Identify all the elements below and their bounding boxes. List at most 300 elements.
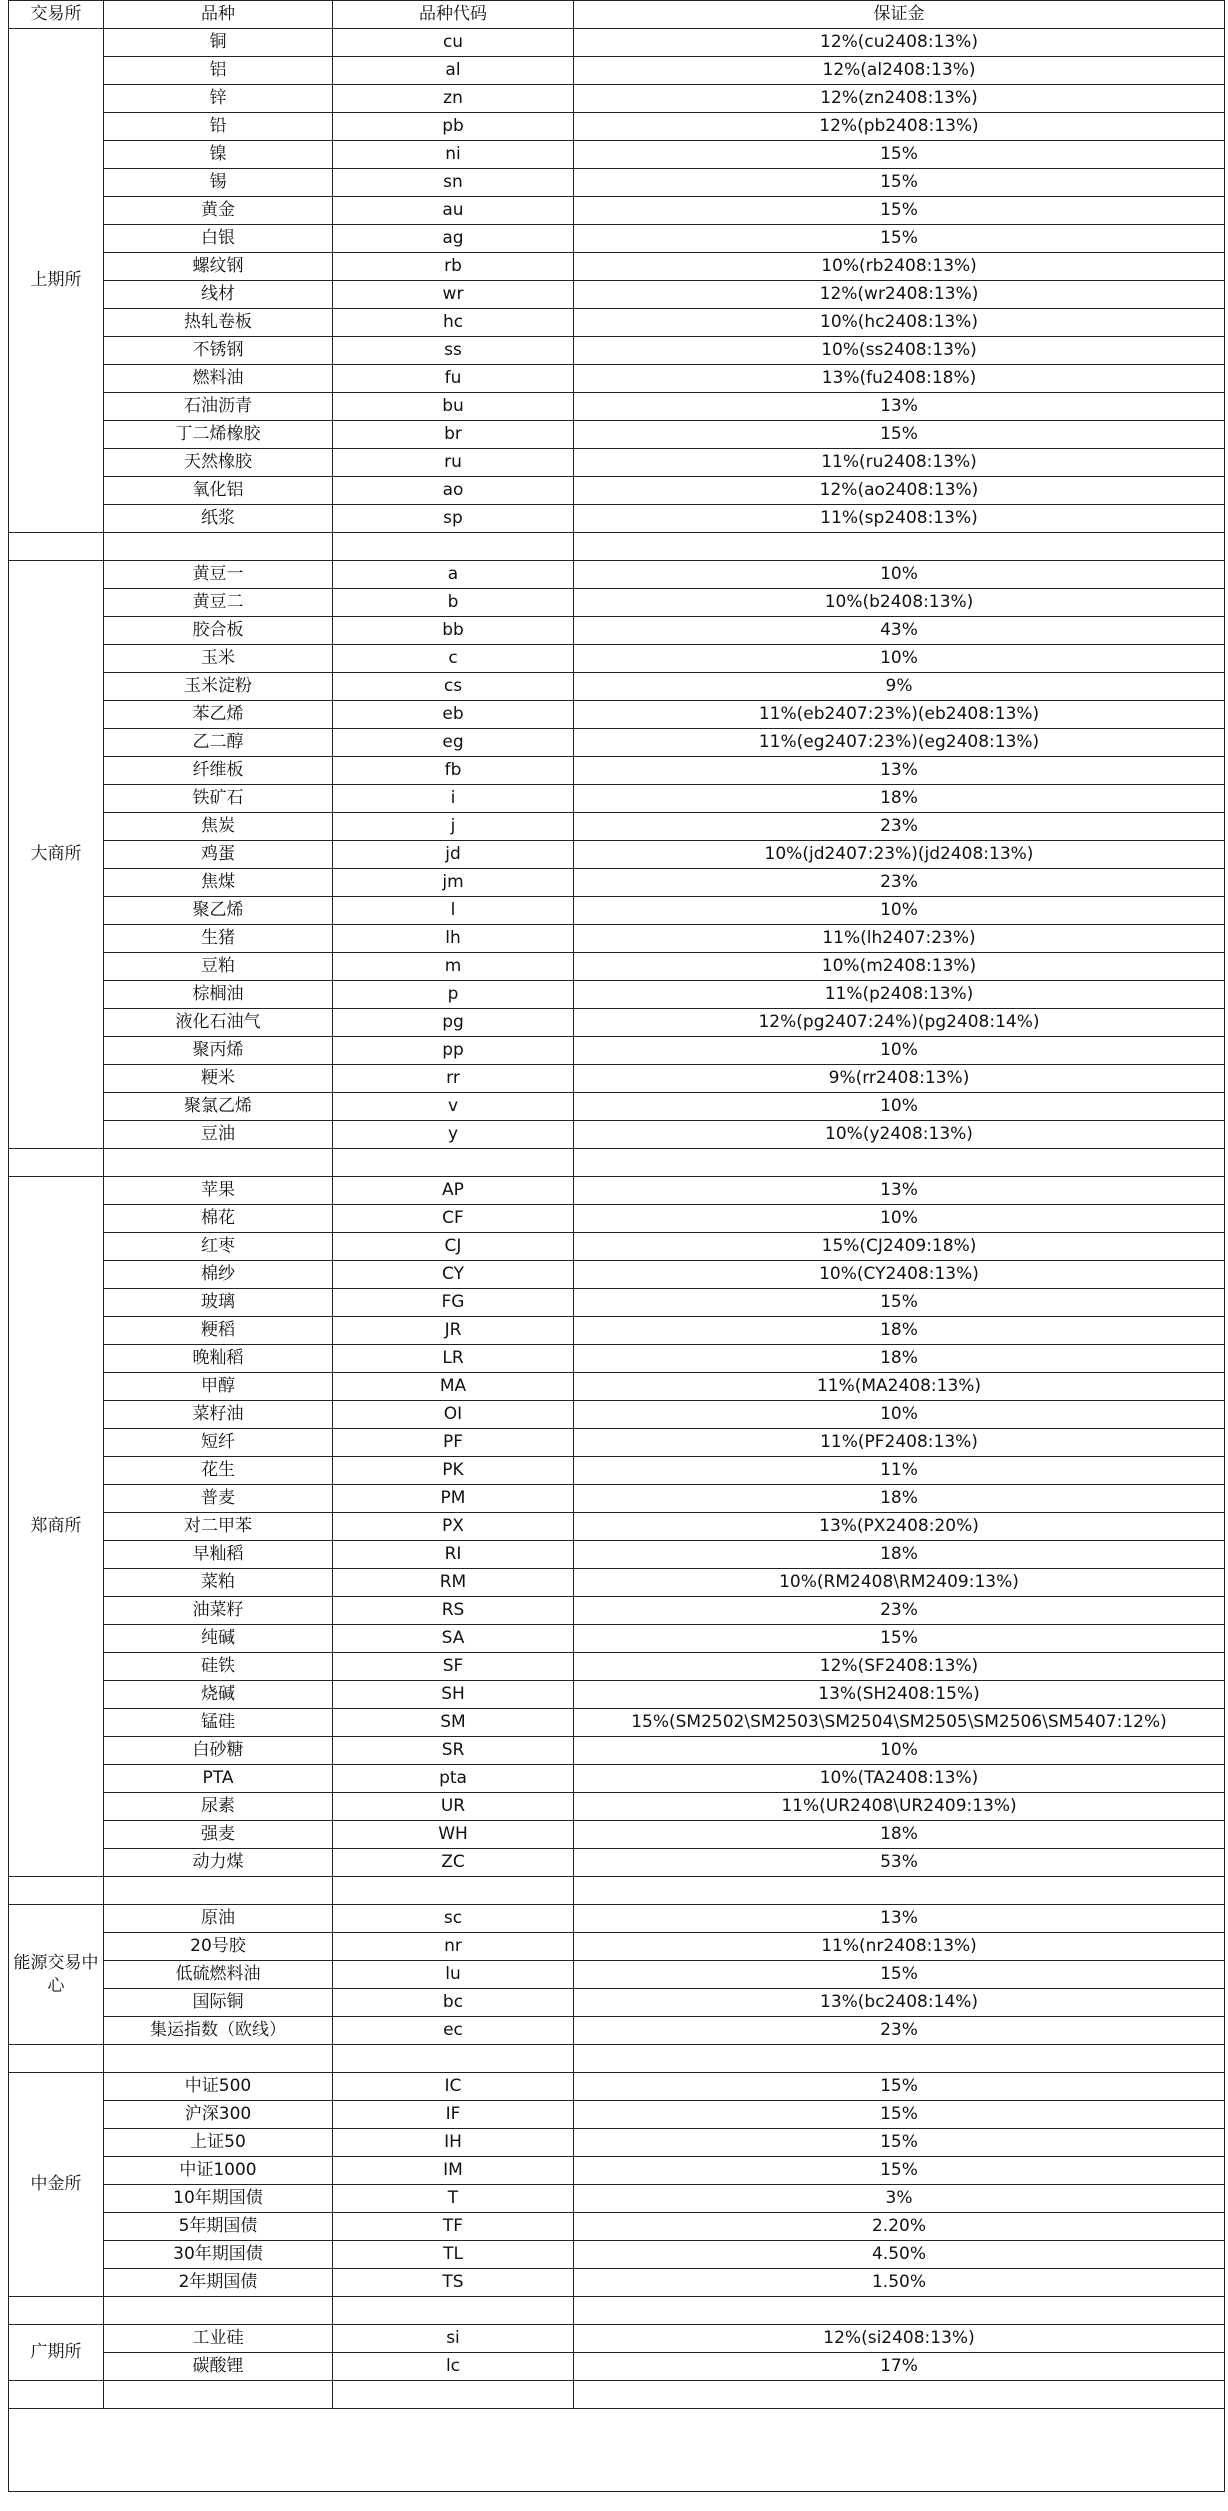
margin-value: 11%(eg2407:23%)(eg2408:13%) [574,729,1225,757]
product-code: OI [333,1401,574,1429]
product-name: 纯碱 [104,1625,333,1653]
exchange-name: 能源交易中心 [9,1905,104,2045]
exchange-name: 广期所 [9,2325,104,2381]
margin-value: 10%(CY2408:13%) [574,1261,1225,1289]
product-name: 白砂糖 [104,1737,333,1765]
table-row [9,1065,1225,1093]
margin-value: 10% [574,1037,1225,1065]
table-row [9,897,1225,925]
blank-row [9,2381,1225,2409]
product-code: jd [333,841,574,869]
margin-value: 10% [574,1093,1225,1121]
margin-value: 18% [574,1485,1225,1513]
product-name: 晚籼稻 [104,1345,333,1373]
product-code: CF [333,1205,574,1233]
table-row [9,1289,1225,1317]
product-name: 尿素 [104,1793,333,1821]
product-code: rb [333,253,574,281]
product-name: 20号胶 [104,1933,333,1961]
product-name: 焦炭 [104,813,333,841]
table-row [9,1513,1225,1541]
blank-row [9,533,1225,561]
product-code: IC [333,2073,574,2101]
margin-value: 10%(m2408:13%) [574,953,1225,981]
exchange-name: 中金所 [9,2073,104,2297]
empty-cell [574,2297,1225,2325]
table-row [9,2353,1225,2381]
table-row [9,561,1225,589]
empty-cell [333,1149,574,1177]
product-code: IM [333,2157,574,2185]
product-code: PX [333,1513,574,1541]
table-row [9,113,1225,141]
margin-value: 23% [574,813,1225,841]
product-code: fu [333,365,574,393]
margin-value: 11%(UR2408\UR2409:13%) [574,1793,1225,1821]
table-row [9,813,1225,841]
margin-value: 15% [574,1961,1225,1989]
product-name: 铁矿石 [104,785,333,813]
table-row [9,1989,1225,2017]
product-code: zn [333,85,574,113]
product-code: TF [333,2213,574,2241]
product-code: a [333,561,574,589]
product-name: 集运指数（欧线） [104,2017,333,2045]
product-code: pp [333,1037,574,1065]
table-row [9,1709,1225,1737]
product-code: ZC [333,1849,574,1877]
product-name: 碳酸锂 [104,2353,333,2381]
product-code: pg [333,1009,574,1037]
margin-value: 15% [574,1289,1225,1317]
product-code: PM [333,1485,574,1513]
product-code: SM [333,1709,574,1737]
product-code: SA [333,1625,574,1653]
table-row [9,953,1225,981]
header-product: 品种 [104,1,333,29]
product-code: cu [333,29,574,57]
product-code: hc [333,309,574,337]
product-code: SH [333,1681,574,1709]
margin-value: 12%(cu2408:13%) [574,29,1225,57]
margin-value: 13%(fu2408:18%) [574,365,1225,393]
empty-cell [9,2297,104,2325]
table-row [9,169,1225,197]
product-code: MA [333,1373,574,1401]
product-code: fb [333,757,574,785]
product-code: FG [333,1289,574,1317]
margin-value: 15% [574,421,1225,449]
product-code: ni [333,141,574,169]
margin-value: 11% [574,1457,1225,1485]
empty-cell [9,1877,104,1905]
table-row [9,197,1225,225]
product-name: 烧碱 [104,1681,333,1709]
product-name: 低硫燃料油 [104,1961,333,1989]
product-code: lu [333,1961,574,1989]
table-row [9,1457,1225,1485]
margin-value: 10%(y2408:13%) [574,1121,1225,1149]
product-code: bc [333,1989,574,2017]
empty-cell [9,533,104,561]
product-name: 锰硅 [104,1709,333,1737]
product-name: 棉花 [104,1205,333,1233]
product-code: LR [333,1345,574,1373]
table-row [9,1037,1225,1065]
margin-value: 13%(PX2408:20%) [574,1513,1225,1541]
empty-cell [104,2381,333,2409]
product-name: 线材 [104,281,333,309]
product-name: 对二甲苯 [104,1513,333,1541]
product-code: al [333,57,574,85]
product-code: PK [333,1457,574,1485]
product-code: CJ [333,1233,574,1261]
product-name: 豆油 [104,1121,333,1149]
table-row [9,2213,1225,2241]
table-row [9,2129,1225,2157]
product-name: 铝 [104,57,333,85]
product-name: 上证50 [104,2129,333,2157]
product-name: 铅 [104,113,333,141]
table-row [9,2325,1225,2353]
margin-value: 13%(SH2408:15%) [574,1681,1225,1709]
product-name: 10年期国债 [104,2185,333,2213]
empty-cell [9,2045,104,2073]
blank-row [9,2297,1225,2325]
margin-value: 10%(jd2407:23%)(jd2408:13%) [574,841,1225,869]
product-name: 中证500 [104,2073,333,2101]
table-row [9,1793,1225,1821]
product-code: lh [333,925,574,953]
margin-value: 15% [574,197,1225,225]
margin-table [8,0,1225,2492]
margin-value: 12%(pb2408:13%) [574,113,1225,141]
margin-value: 10%(ss2408:13%) [574,337,1225,365]
margin-value: 23% [574,869,1225,897]
product-code: sp [333,505,574,533]
table-row [9,505,1225,533]
empty-cell [574,2045,1225,2073]
blank-row [9,2045,1225,2073]
product-code: IF [333,2101,574,2129]
margin-value: 13% [574,1905,1225,1933]
product-name: 油菜籽 [104,1597,333,1625]
margin-value: 15% [574,2157,1225,2185]
product-code: ag [333,225,574,253]
table-row [9,1373,1225,1401]
product-code: sc [333,1905,574,1933]
table-body [9,29,1225,2492]
margin-value: 13% [574,393,1225,421]
table-row [9,365,1225,393]
margin-value: 9% [574,673,1225,701]
table-row [9,1961,1225,1989]
margin-value: 12%(ao2408:13%) [574,477,1225,505]
table-row [9,1233,1225,1261]
product-name: 鸡蛋 [104,841,333,869]
table-row [9,645,1225,673]
product-name: 胶合板 [104,617,333,645]
product-name: 早籼稻 [104,1541,333,1569]
product-code: ss [333,337,574,365]
blank-row [9,1149,1225,1177]
product-name: 棕榈油 [104,981,333,1009]
table-row [9,1345,1225,1373]
product-name: 菜籽油 [104,1401,333,1429]
margin-value: 18% [574,785,1225,813]
table-row [9,925,1225,953]
margin-value: 11%(p2408:13%) [574,981,1225,1009]
table-row [9,421,1225,449]
table-row [9,477,1225,505]
table-row [9,1821,1225,1849]
table-row [9,29,1225,57]
product-name: 氧化铝 [104,477,333,505]
product-name: 铜 [104,29,333,57]
margin-value: 10% [574,645,1225,673]
product-name: 黄豆一 [104,561,333,589]
product-name: 聚乙烯 [104,897,333,925]
empty-cell [9,2381,104,2409]
table-row [9,2101,1225,2129]
table-row [9,1681,1225,1709]
product-name: 白银 [104,225,333,253]
product-code: sn [333,169,574,197]
table-row [9,57,1225,85]
margin-value: 11%(PF2408:13%) [574,1429,1225,1457]
product-code: jm [333,869,574,897]
margin-value: 12%(zn2408:13%) [574,85,1225,113]
empty-cell [574,1149,1225,1177]
table-row [9,1121,1225,1149]
table-row [9,1849,1225,1877]
table-row [9,1625,1225,1653]
margin-value: 3% [574,2185,1225,2213]
product-name: 丁二烯橡胶 [104,421,333,449]
table-row [9,785,1225,813]
product-code: AP [333,1177,574,1205]
margin-value: 15% [574,2073,1225,2101]
margin-value: 10% [574,1737,1225,1765]
product-name: 菜粕 [104,1569,333,1597]
margin-value: 12%(al2408:13%) [574,57,1225,85]
header-code: 品种代码 [333,1,574,29]
margin-value: 1.50% [574,2269,1225,2297]
margin-value: 11%(ru2408:13%) [574,449,1225,477]
product-name: 花生 [104,1457,333,1485]
product-code: br [333,421,574,449]
table-row [9,1009,1225,1037]
table-row [9,1541,1225,1569]
product-code: eb [333,701,574,729]
product-code: PF [333,1429,574,1457]
product-code: b [333,589,574,617]
table-row [9,1905,1225,1933]
table-row [9,2241,1225,2269]
margin-value: 13%(bc2408:14%) [574,1989,1225,2017]
product-code: l [333,897,574,925]
product-name: 玉米 [104,645,333,673]
margin-value: 15% [574,225,1225,253]
table-row [9,1569,1225,1597]
product-name: 2年期国债 [104,2269,333,2297]
empty-cell [333,2045,574,2073]
product-name: 工业硅 [104,2325,333,2353]
product-code: lc [333,2353,574,2381]
product-code: nr [333,1933,574,1961]
product-name: 镍 [104,141,333,169]
table-row [9,393,1225,421]
margin-value: 10% [574,1205,1225,1233]
margin-value: 15%(CJ2409:18%) [574,1233,1225,1261]
empty-cell [333,533,574,561]
product-code: UR [333,1793,574,1821]
margin-value: 12%(si2408:13%) [574,2325,1225,2353]
table-row [9,2185,1225,2213]
table-row [9,617,1225,645]
empty-cell [104,2045,333,2073]
table-row [9,757,1225,785]
table-row [9,1737,1225,1765]
product-name: 粳米 [104,1065,333,1093]
product-name: 乙二醇 [104,729,333,757]
product-name: 不锈钢 [104,337,333,365]
product-name: 燃料油 [104,365,333,393]
product-name: 纤维板 [104,757,333,785]
product-code: TL [333,2241,574,2269]
table-row [9,1429,1225,1457]
table-row [9,701,1225,729]
product-code: c [333,645,574,673]
table-row [9,1597,1225,1625]
margin-value: 15% [574,2101,1225,2129]
product-code: au [333,197,574,225]
product-name: 苹果 [104,1177,333,1205]
table-row [9,981,1225,1009]
product-code: RS [333,1597,574,1625]
table-row [9,309,1225,337]
product-code: cs [333,673,574,701]
product-name: 锌 [104,85,333,113]
product-name: 短纤 [104,1429,333,1457]
product-name: 中证1000 [104,2157,333,2185]
margin-value: 11%(MA2408:13%) [574,1373,1225,1401]
margin-value: 23% [574,2017,1225,2045]
product-code: ec [333,2017,574,2045]
empty-cell [104,1877,333,1905]
margin-value: 12%(wr2408:13%) [574,281,1225,309]
product-code: i [333,785,574,813]
product-code: WH [333,1821,574,1849]
table-row [9,337,1225,365]
table-row [9,1177,1225,1205]
margin-value: 13% [574,757,1225,785]
table-row [9,449,1225,477]
table-row [9,841,1225,869]
product-name: 棉纱 [104,1261,333,1289]
product-name: 甲醇 [104,1373,333,1401]
table-row [9,729,1225,757]
margin-value: 10%(TA2408:13%) [574,1765,1225,1793]
margin-value: 18% [574,1345,1225,1373]
table-row [9,1401,1225,1429]
margin-value: 12%(SF2408:13%) [574,1653,1225,1681]
product-name: PTA [104,1765,333,1793]
product-name: 生猪 [104,925,333,953]
product-name: 5年期国债 [104,2213,333,2241]
margin-value: 10% [574,1401,1225,1429]
product-code: si [333,2325,574,2353]
table-row [9,2017,1225,2045]
empty-cell [574,533,1225,561]
product-name: 玻璃 [104,1289,333,1317]
product-code: RM [333,1569,574,1597]
margin-value: 10%(b2408:13%) [574,589,1225,617]
table-row [9,281,1225,309]
table-row [9,225,1225,253]
table-row [9,1205,1225,1233]
table-row [9,1485,1225,1513]
product-name: 纸浆 [104,505,333,533]
table-row [9,1317,1225,1345]
product-code: CY [333,1261,574,1289]
margin-value: 11%(nr2408:13%) [574,1933,1225,1961]
product-code: SR [333,1737,574,1765]
table-row [9,85,1225,113]
table-row [9,1765,1225,1793]
margin-value: 15%(SM2502\SM2503\SM2504\SM2505\SM2506\SM5407:12%) [574,1709,1225,1737]
product-name: 聚丙烯 [104,1037,333,1065]
product-name: 黄豆二 [104,589,333,617]
header-exchange: 交易所 [9,1,104,29]
table-row [9,673,1225,701]
table-row [9,1933,1225,1961]
product-code: ru [333,449,574,477]
margin-value: 10%(rb2408:13%) [574,253,1225,281]
product-code: rr [333,1065,574,1093]
product-name: 焦煤 [104,869,333,897]
product-name: 石油沥青 [104,393,333,421]
blank-row [9,1877,1225,1905]
product-name: 国际铜 [104,1989,333,2017]
margin-value: 15% [574,169,1225,197]
product-code: T [333,2185,574,2213]
margin-value: 11%(eb2407:23%)(eb2408:13%) [574,701,1225,729]
product-name: 豆粕 [104,953,333,981]
product-name: 锡 [104,169,333,197]
margin-value: 10% [574,561,1225,589]
table-row [9,141,1225,169]
footer-row [9,2409,1225,2492]
product-name: 热轧卷板 [104,309,333,337]
product-code: y [333,1121,574,1149]
empty-cell [104,1149,333,1177]
product-code: j [333,813,574,841]
margin-value: 15% [574,141,1225,169]
table-row [9,1093,1225,1121]
margin-value: 18% [574,1317,1225,1345]
margin-value: 11%(sp2408:13%) [574,505,1225,533]
margin-value: 9%(rr2408:13%) [574,1065,1225,1093]
exchange-name: 郑商所 [9,1177,104,1877]
product-name: 粳稻 [104,1317,333,1345]
product-code: bu [333,393,574,421]
product-name: 普麦 [104,1485,333,1513]
product-code: JR [333,1317,574,1345]
product-name: 红枣 [104,1233,333,1261]
table-row [9,869,1225,897]
exchange-name: 上期所 [9,29,104,533]
